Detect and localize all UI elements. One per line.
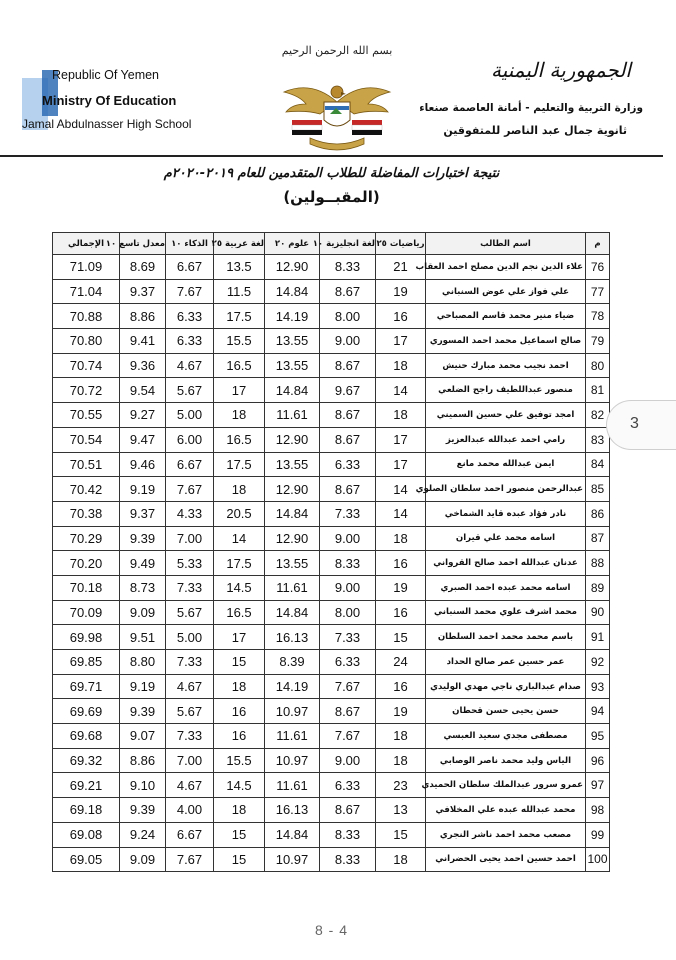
cell-science: 12.90 — [265, 526, 320, 551]
cell-english: 8.67 — [320, 353, 376, 378]
cell-name: حسن يحيى حسن قحطان — [426, 699, 586, 724]
cell-english: 8.33 — [320, 847, 376, 872]
school-header-english — [22, 66, 222, 136]
cell-grade9: 8.69 — [120, 255, 166, 280]
cell-grade9: 9.41 — [120, 329, 166, 354]
cell-grade9: 8.86 — [120, 748, 166, 773]
cell-english: 9.00 — [320, 575, 376, 600]
results-table — [52, 232, 610, 872]
cell-math: 18 — [376, 353, 426, 378]
cell-no: 99 — [586, 822, 610, 847]
cell-math: 14 — [376, 477, 426, 502]
cell-no: 79 — [586, 329, 610, 354]
column-header-total: الإجمالي — [53, 233, 120, 255]
table-row — [53, 724, 610, 749]
cell-grade9: 9.39 — [120, 699, 166, 724]
cell-math: 18 — [376, 403, 426, 428]
cell-english: 8.33 — [320, 255, 376, 280]
cell-grade9: 9.36 — [120, 353, 166, 378]
cell-science: 16.13 — [265, 798, 320, 823]
cell-no: 100 — [586, 847, 610, 872]
page-indicator-number: 3 — [630, 415, 639, 432]
cell-grade9: 9.10 — [120, 773, 166, 798]
cell-arabic: 16 — [214, 699, 265, 724]
cell-total: 70.80 — [53, 329, 120, 354]
cell-name: علاء الدين نجم الدين مصلح احمد العقاب — [426, 255, 586, 280]
cell-total: 69.08 — [53, 822, 120, 847]
table-row — [53, 329, 610, 354]
cell-math: 17 — [376, 329, 426, 354]
cell-total: 70.09 — [53, 600, 120, 625]
cell-total: 70.29 — [53, 526, 120, 551]
cell-math: 16 — [376, 551, 426, 576]
cell-english: 9.00 — [320, 329, 376, 354]
cell-no: 82 — [586, 403, 610, 428]
table-row — [53, 526, 610, 551]
school-header-arabic — [409, 58, 649, 148]
cell-english: 9.00 — [320, 748, 376, 773]
cell-math: 16 — [376, 304, 426, 329]
table-row — [53, 798, 610, 823]
cell-total: 70.38 — [53, 501, 120, 526]
cell-name: ضياء منير محمد قاسم المصباحي — [426, 304, 586, 329]
ministry-line: وزارة التربية والتعليم - أمانة العاصمة صنعاء — [419, 102, 643, 114]
cell-iq: 5.67 — [166, 378, 214, 403]
cell-arabic: 13.5 — [214, 255, 265, 280]
cell-grade9: 9.47 — [120, 427, 166, 452]
cell-grade9: 9.39 — [120, 798, 166, 823]
cell-math: 17 — [376, 452, 426, 477]
cell-english: 6.33 — [320, 452, 376, 477]
cell-total: 70.20 — [53, 551, 120, 576]
cell-name: اسامه محمد عبده احمد الصبري — [426, 575, 586, 600]
cell-iq: 7.33 — [166, 724, 214, 749]
cell-iq: 5.00 — [166, 403, 214, 428]
cell-science: 12.90 — [265, 477, 320, 502]
cell-science: 13.55 — [265, 353, 320, 378]
cell-arabic: 15.5 — [214, 329, 265, 354]
table-row — [53, 378, 610, 403]
cell-name: محمد اشرف علوي محمد السنباني — [426, 600, 586, 625]
cell-no: 97 — [586, 773, 610, 798]
table-row — [53, 847, 610, 872]
column-header-name: اسم الطالب — [426, 233, 586, 255]
cell-math: 13 — [376, 798, 426, 823]
table-row — [53, 477, 610, 502]
column-header-science: علوم ٢٠ — [265, 233, 320, 255]
cell-name: منصور عبداللطيف راجح الضلعي — [426, 378, 586, 403]
cell-no: 87 — [586, 526, 610, 551]
cell-math: 19 — [376, 279, 426, 304]
cell-arabic: 17 — [214, 625, 265, 650]
cell-total: 69.68 — [53, 724, 120, 749]
cell-no: 90 — [586, 600, 610, 625]
cell-name: صالح اسماعيل محمد احمد المسوري — [426, 329, 586, 354]
cell-total: 69.71 — [53, 674, 120, 699]
cell-science: 14.84 — [265, 501, 320, 526]
column-header-grade9: معدل تاسع ١٠ — [120, 233, 166, 255]
cell-total: 69.21 — [53, 773, 120, 798]
cell-english: 8.33 — [320, 822, 376, 847]
cell-grade9: 9.51 — [120, 625, 166, 650]
cell-science: 14.19 — [265, 674, 320, 699]
cell-no: 81 — [586, 378, 610, 403]
cell-iq: 4.33 — [166, 501, 214, 526]
cell-arabic: 18 — [214, 798, 265, 823]
cell-science: 10.97 — [265, 748, 320, 773]
table-row — [53, 551, 610, 576]
cell-math: 16 — [376, 600, 426, 625]
cell-english: 6.33 — [320, 650, 376, 675]
cell-arabic: 14 — [214, 526, 265, 551]
table-row — [53, 304, 610, 329]
cell-math: 18 — [376, 526, 426, 551]
cell-name: عمرو سرور عبدالملك سلطان الحميدي — [426, 773, 586, 798]
cell-arabic: 16.5 — [214, 353, 265, 378]
cell-english: 8.67 — [320, 403, 376, 428]
cell-grade9: 9.07 — [120, 724, 166, 749]
table-row — [53, 353, 610, 378]
cell-iq: 4.67 — [166, 674, 214, 699]
cell-total: 69.18 — [53, 798, 120, 823]
cell-grade9: 9.37 — [120, 501, 166, 526]
cell-no: 85 — [586, 477, 610, 502]
cell-math: 18 — [376, 724, 426, 749]
cell-grade9: 9.39 — [120, 526, 166, 551]
republic-name: الجمهورية اليمنية — [490, 58, 631, 82]
cell-english: 8.33 — [320, 551, 376, 576]
cell-name: نادر فؤاد عبده قايد الشماخي — [426, 501, 586, 526]
cell-arabic: 16.5 — [214, 600, 265, 625]
cell-english: 9.67 — [320, 378, 376, 403]
table-row — [53, 748, 610, 773]
table-row — [53, 452, 610, 477]
cell-grade9: 9.37 — [120, 279, 166, 304]
cell-science: 11.61 — [265, 403, 320, 428]
cell-science: 12.90 — [265, 255, 320, 280]
cell-no: 98 — [586, 798, 610, 823]
cell-total: 71.09 — [53, 255, 120, 280]
country-name: Republic Of Yemen — [52, 68, 160, 82]
page-indicator-tab[interactable] — [606, 400, 676, 450]
cell-iq: 6.33 — [166, 304, 214, 329]
table-row — [53, 699, 610, 724]
cell-no: 80 — [586, 353, 610, 378]
cell-english: 8.67 — [320, 279, 376, 304]
cell-iq: 7.67 — [166, 279, 214, 304]
cell-arabic: 11.5 — [214, 279, 265, 304]
cell-english: 7.33 — [320, 501, 376, 526]
cell-total: 69.85 — [53, 650, 120, 675]
table-row — [53, 822, 610, 847]
cell-name: اسامه محمد علي قيران — [426, 526, 586, 551]
cell-name: محمد عبدالله عبده علي المخلافي — [426, 798, 586, 823]
cell-english: 8.67 — [320, 477, 376, 502]
cell-science: 13.55 — [265, 329, 320, 354]
cell-english: 8.67 — [320, 798, 376, 823]
cell-arabic: 16 — [214, 724, 265, 749]
cell-no: 95 — [586, 724, 610, 749]
cell-iq: 6.33 — [166, 329, 214, 354]
cell-total: 71.04 — [53, 279, 120, 304]
cell-arabic: 14.5 — [214, 773, 265, 798]
cell-arabic: 18 — [214, 477, 265, 502]
cell-science: 14.19 — [265, 304, 320, 329]
table-row — [53, 255, 610, 280]
cell-total: 69.05 — [53, 847, 120, 872]
cell-total: 70.18 — [53, 575, 120, 600]
column-header-english: لغة انجليزية ١٠ — [320, 233, 376, 255]
ministry-name: Ministry Of Education — [42, 93, 177, 108]
column-header-arabic: لغة عربية ٢٥ — [214, 233, 265, 255]
cell-total: 70.55 — [53, 403, 120, 428]
cell-science: 11.61 — [265, 773, 320, 798]
cell-science: 14.84 — [265, 822, 320, 847]
cell-total: 70.88 — [53, 304, 120, 329]
cell-iq: 7.00 — [166, 526, 214, 551]
table-row — [53, 575, 610, 600]
cell-no: 93 — [586, 674, 610, 699]
cell-science: 13.55 — [265, 551, 320, 576]
cell-english: 8.00 — [320, 600, 376, 625]
cell-math: 18 — [376, 748, 426, 773]
cell-no: 86 — [586, 501, 610, 526]
cell-iq: 6.67 — [166, 452, 214, 477]
page-footer: 8 - 4 — [314, 922, 348, 938]
table-row — [53, 674, 610, 699]
cell-grade9: 9.19 — [120, 674, 166, 699]
cell-arabic: 17 — [214, 378, 265, 403]
cell-total: 70.42 — [53, 477, 120, 502]
cell-math: 17 — [376, 427, 426, 452]
cell-arabic: 17.5 — [214, 551, 265, 576]
page-title: نتيجة اختبارات المفاضلة للطلاب المتقدمين للعام ٢٠١٩-٢٠٢٠م — [163, 166, 500, 181]
cell-arabic: 15 — [214, 847, 265, 872]
cell-arabic: 16.5 — [214, 427, 265, 452]
cell-math: 14 — [376, 378, 426, 403]
cell-math: 19 — [376, 575, 426, 600]
cell-science: 14.84 — [265, 378, 320, 403]
cell-total: 70.51 — [53, 452, 120, 477]
cell-total: 70.74 — [53, 353, 120, 378]
cell-arabic: 17.5 — [214, 304, 265, 329]
cell-name: مصطفى مجدي سعيد العبسي — [426, 724, 586, 749]
national-emblem — [262, 44, 412, 154]
cell-english: 7.33 — [320, 625, 376, 650]
table-row — [53, 600, 610, 625]
table-row — [53, 501, 610, 526]
cell-no: 83 — [586, 427, 610, 452]
cell-iq: 7.00 — [166, 748, 214, 773]
cell-no: 88 — [586, 551, 610, 576]
table-row — [53, 403, 610, 428]
cell-no: 84 — [586, 452, 610, 477]
cell-iq: 6.00 — [166, 427, 214, 452]
cell-name: عبدالرحمن منصور احمد سلطان الصلوي — [426, 477, 586, 502]
cell-grade9: 9.27 — [120, 403, 166, 428]
cell-no: 78 — [586, 304, 610, 329]
cell-no: 96 — [586, 748, 610, 773]
cell-math: 19 — [376, 699, 426, 724]
cell-iq: 7.67 — [166, 847, 214, 872]
cell-math: 16 — [376, 674, 426, 699]
cell-math: 14 — [376, 501, 426, 526]
cell-math: 23 — [376, 773, 426, 798]
cell-science: 14.84 — [265, 600, 320, 625]
cell-grade9: 8.86 — [120, 304, 166, 329]
cell-math: 21 — [376, 255, 426, 280]
cell-arabic: 14.5 — [214, 575, 265, 600]
cell-no: 77 — [586, 279, 610, 304]
cell-english: 6.33 — [320, 773, 376, 798]
table-row — [53, 427, 610, 452]
cell-iq: 4.00 — [166, 798, 214, 823]
cell-grade9: 9.49 — [120, 551, 166, 576]
cell-math: 15 — [376, 625, 426, 650]
cell-no: 76 — [586, 255, 610, 280]
cell-name: احمد نجيب محمد مبارك حنيش — [426, 353, 586, 378]
school-name: Jamal Abdulnasser High School — [22, 117, 192, 131]
cell-iq: 5.67 — [166, 600, 214, 625]
cell-total: 69.98 — [53, 625, 120, 650]
cell-name: مصعب محمد احمد ناشر النجري — [426, 822, 586, 847]
table-row — [53, 279, 610, 304]
cell-name: علي فواز علي عوض السنباني — [426, 279, 586, 304]
cell-name: باسم محمد محمد احمد السلطان — [426, 625, 586, 650]
header-divider — [0, 155, 663, 157]
cell-iq: 4.67 — [166, 353, 214, 378]
cell-no: 91 — [586, 625, 610, 650]
table-row — [53, 650, 610, 675]
cell-iq: 7.33 — [166, 650, 214, 675]
cell-grade9: 9.24 — [120, 822, 166, 847]
cell-iq: 5.33 — [166, 551, 214, 576]
column-header-iq: الذكاء ١٠ — [166, 233, 214, 255]
cell-iq: 7.67 — [166, 477, 214, 502]
cell-total: 69.69 — [53, 699, 120, 724]
cell-iq: 5.00 — [166, 625, 214, 650]
basmala: بسم الله الرحمن الرحيم — [281, 44, 393, 57]
cell-grade9: 9.09 — [120, 847, 166, 872]
page-subtitle: (المقبــولين) — [283, 188, 380, 206]
cell-science: 16.13 — [265, 625, 320, 650]
cell-grade9: 9.19 — [120, 477, 166, 502]
cell-name: احمد حسين احمد يحيى الحضراني — [426, 847, 586, 872]
cell-science: 8.39 — [265, 650, 320, 675]
cell-iq: 4.67 — [166, 773, 214, 798]
eagle-emblem-icon — [262, 62, 412, 157]
cell-english: 8.00 — [320, 304, 376, 329]
cell-iq: 6.67 — [166, 822, 214, 847]
cell-grade9: 9.09 — [120, 600, 166, 625]
cell-iq: 6.67 — [166, 255, 214, 280]
cell-english: 8.67 — [320, 699, 376, 724]
cell-grade9: 9.54 — [120, 378, 166, 403]
cell-english: 7.67 — [320, 674, 376, 699]
cell-total: 69.32 — [53, 748, 120, 773]
cell-grade9: 8.80 — [120, 650, 166, 675]
cell-grade9: 9.46 — [120, 452, 166, 477]
column-header-no: م — [586, 233, 610, 255]
cell-name: ايمن عبدالله محمد مانع — [426, 452, 586, 477]
cell-arabic: 15.5 — [214, 748, 265, 773]
cell-arabic: 15 — [214, 650, 265, 675]
cell-name: عدنان عبدالله احمد صالح القرواني — [426, 551, 586, 576]
cell-arabic: 17.5 — [214, 452, 265, 477]
cell-name: صدام عبدالباري ناجي مهدي الوليدي — [426, 674, 586, 699]
cell-no: 94 — [586, 699, 610, 724]
cell-arabic: 15 — [214, 822, 265, 847]
school-name-arabic: ثانوية جمال عبد الناصر للمتفوقين — [443, 124, 627, 137]
cell-iq: 5.67 — [166, 699, 214, 724]
column-header-math: رياضيات ٢٥ — [376, 233, 426, 255]
cell-arabic: 18 — [214, 674, 265, 699]
cell-math: 15 — [376, 822, 426, 847]
cell-math: 24 — [376, 650, 426, 675]
cell-science: 10.97 — [265, 847, 320, 872]
cell-science: 14.84 — [265, 279, 320, 304]
cell-science: 11.61 — [265, 724, 320, 749]
cell-name: الياس وليد محمد ناصر الوصابي — [426, 748, 586, 773]
cell-no: 89 — [586, 575, 610, 600]
table-row — [53, 773, 610, 798]
cell-arabic: 18 — [214, 403, 265, 428]
table-header-row — [53, 233, 610, 255]
cell-total: 70.72 — [53, 378, 120, 403]
cell-arabic: 20.5 — [214, 501, 265, 526]
cell-total: 70.54 — [53, 427, 120, 452]
cell-name: امجد توفيق علي حسين السميني — [426, 403, 586, 428]
cell-math: 18 — [376, 847, 426, 872]
cell-science: 13.55 — [265, 452, 320, 477]
cell-name: رامي احمد عبدالله عبدالعزيز — [426, 427, 586, 452]
cell-iq: 7.33 — [166, 575, 214, 600]
cell-grade9: 8.73 — [120, 575, 166, 600]
cell-english: 9.00 — [320, 526, 376, 551]
cell-science: 10.97 — [265, 699, 320, 724]
cell-english: 7.67 — [320, 724, 376, 749]
cell-no: 92 — [586, 650, 610, 675]
cell-english: 8.67 — [320, 427, 376, 452]
cell-name: عمر حسين عمر صالح الحداد — [426, 650, 586, 675]
cell-science: 11.61 — [265, 575, 320, 600]
table-row — [53, 625, 610, 650]
cell-science: 12.90 — [265, 427, 320, 452]
